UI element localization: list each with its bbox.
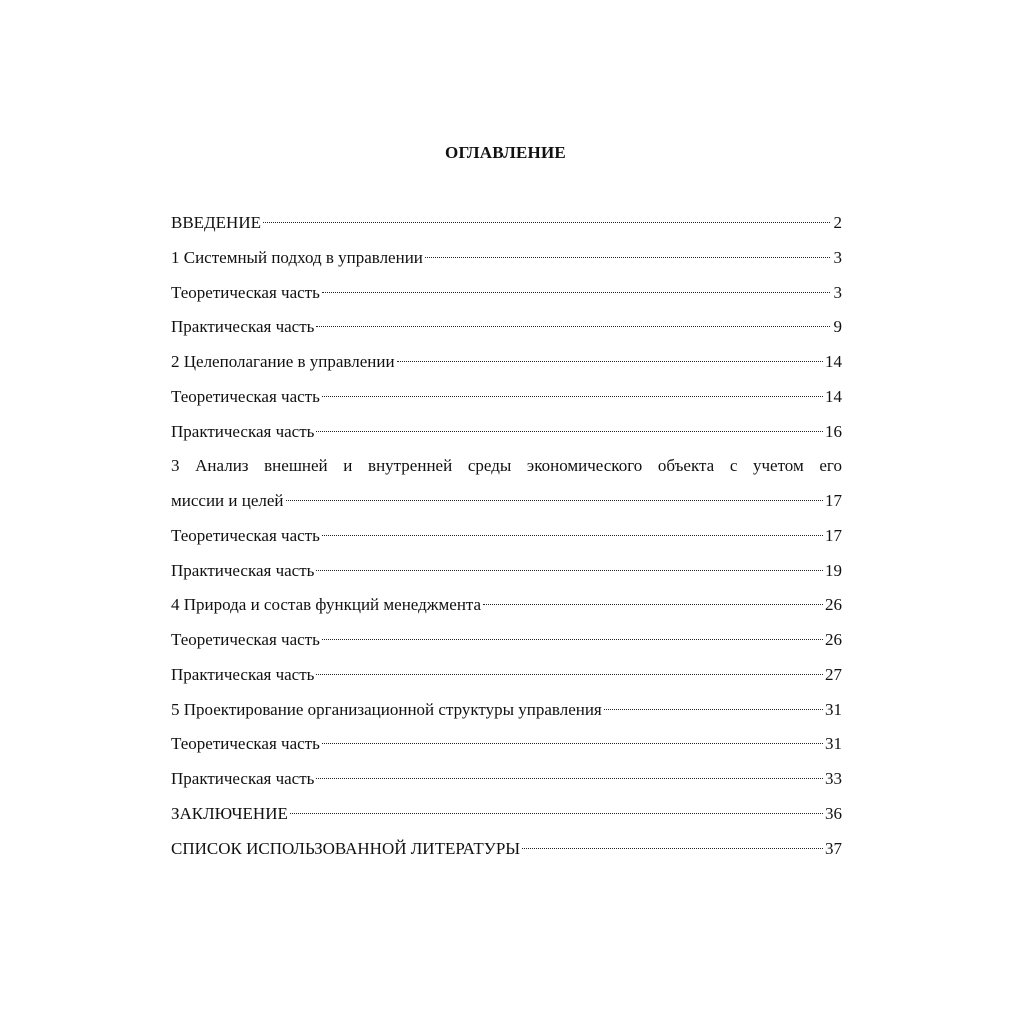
toc-entry-title: Теоретическая часть xyxy=(171,525,320,545)
toc-entry[interactable] xyxy=(171,419,842,454)
toc-title: ОГЛАВЛЕНИЕ xyxy=(445,143,566,162)
toc-entry[interactable] xyxy=(171,210,842,245)
toc-page-number: 31 xyxy=(825,699,842,719)
dot-leader xyxy=(322,292,830,293)
toc-page-number: 17 xyxy=(825,491,842,510)
toc-entry-first-line[interactable] xyxy=(171,453,842,488)
toc-entry-title: 1 Системный подход в управлении xyxy=(171,247,423,267)
toc-entry-title: 4 Природа и состав функций менеджмента xyxy=(171,595,482,615)
toc-entry-title: Практическая часть xyxy=(171,769,315,788)
dot-leader xyxy=(522,848,823,849)
toc-entry-title: 3 Анализ внешней и внутренней среды экономического объекта с учетом его xyxy=(171,456,842,476)
toc-page-number: 19 xyxy=(825,560,842,580)
toc-entry[interactable] xyxy=(171,662,842,697)
dot-leader xyxy=(316,570,823,571)
dot-leader xyxy=(322,535,823,536)
toc-page-number: 37 xyxy=(825,838,842,858)
dot-leader xyxy=(316,431,823,432)
dot-leader xyxy=(604,709,823,710)
toc-entry[interactable] xyxy=(171,384,842,419)
toc-entry-title: Практическая часть xyxy=(171,421,315,441)
toc-entry-title: Практическая часть xyxy=(171,664,315,684)
toc-entry[interactable] xyxy=(171,801,842,836)
toc-entry-title: Теоретическая часть xyxy=(171,386,320,406)
toc-page-number: 26 xyxy=(825,630,842,649)
toc-page-number: 26 xyxy=(825,595,842,615)
toc-page-number: 31 xyxy=(825,734,842,754)
toc-page-number: 14 xyxy=(825,352,842,371)
toc-entry[interactable] xyxy=(171,488,842,523)
toc-entry-title: Практическая часть xyxy=(171,317,315,337)
dot-leader xyxy=(316,778,823,779)
dot-leader xyxy=(286,500,823,501)
toc-entry[interactable] xyxy=(171,592,842,627)
toc-page-number: 27 xyxy=(825,664,842,684)
toc-entry[interactable] xyxy=(171,349,842,384)
toc-entry[interactable] xyxy=(171,627,842,662)
toc-entry[interactable] xyxy=(171,245,842,280)
toc-entry-title: СПИСОК ИСПОЛЬЗОВАННОЙ ЛИТЕРАТУРЫ xyxy=(171,838,521,858)
toc-page-number: 9 xyxy=(833,317,842,337)
toc-entry-title: Практическая часть xyxy=(171,560,315,580)
toc-entry[interactable] xyxy=(171,558,842,593)
toc-page-number: 17 xyxy=(825,525,842,545)
toc-page-number: 2 xyxy=(833,213,842,232)
dot-leader xyxy=(425,257,830,258)
dot-leader xyxy=(290,813,823,814)
toc-entry[interactable] xyxy=(171,836,842,871)
toc-page-number: 36 xyxy=(825,803,842,823)
dot-leader xyxy=(316,326,830,327)
toc-page-number: 3 xyxy=(833,247,842,267)
toc-entry-title: 5 Проектирование организационной структуры управления xyxy=(171,699,602,719)
toc-entry-title: Теоретическая часть xyxy=(171,282,320,302)
dot-leader xyxy=(322,743,823,744)
toc-entry-title: Теоретическая часть xyxy=(171,734,320,754)
dot-leader xyxy=(397,361,823,362)
toc-entry[interactable] xyxy=(171,280,842,315)
toc-entry-title: 2 Целеполагание в управлении xyxy=(171,352,395,371)
toc-entry[interactable] xyxy=(171,314,842,349)
toc-page-number: 33 xyxy=(825,769,842,788)
toc-entry[interactable] xyxy=(171,766,842,801)
toc-page-number: 14 xyxy=(825,386,842,406)
toc-entry-title: ВВЕДЕНИЕ xyxy=(171,213,261,232)
toc-entry[interactable] xyxy=(171,697,842,732)
dot-leader xyxy=(263,222,830,223)
toc-entry-title: Теоретическая часть xyxy=(171,630,320,649)
toc-page-number: 16 xyxy=(825,421,842,441)
toc-entry-title-continued: миссии и целей xyxy=(171,491,284,510)
toc-page-number: 3 xyxy=(833,282,842,302)
dot-leader xyxy=(322,639,823,640)
dot-leader xyxy=(316,674,823,675)
table-of-contents xyxy=(171,210,842,870)
dot-leader xyxy=(322,396,823,397)
toc-entry-title: ЗАКЛЮЧЕНИЕ xyxy=(171,803,288,823)
toc-entry[interactable] xyxy=(171,523,842,558)
toc-entry[interactable] xyxy=(171,731,842,766)
dot-leader xyxy=(483,604,823,605)
